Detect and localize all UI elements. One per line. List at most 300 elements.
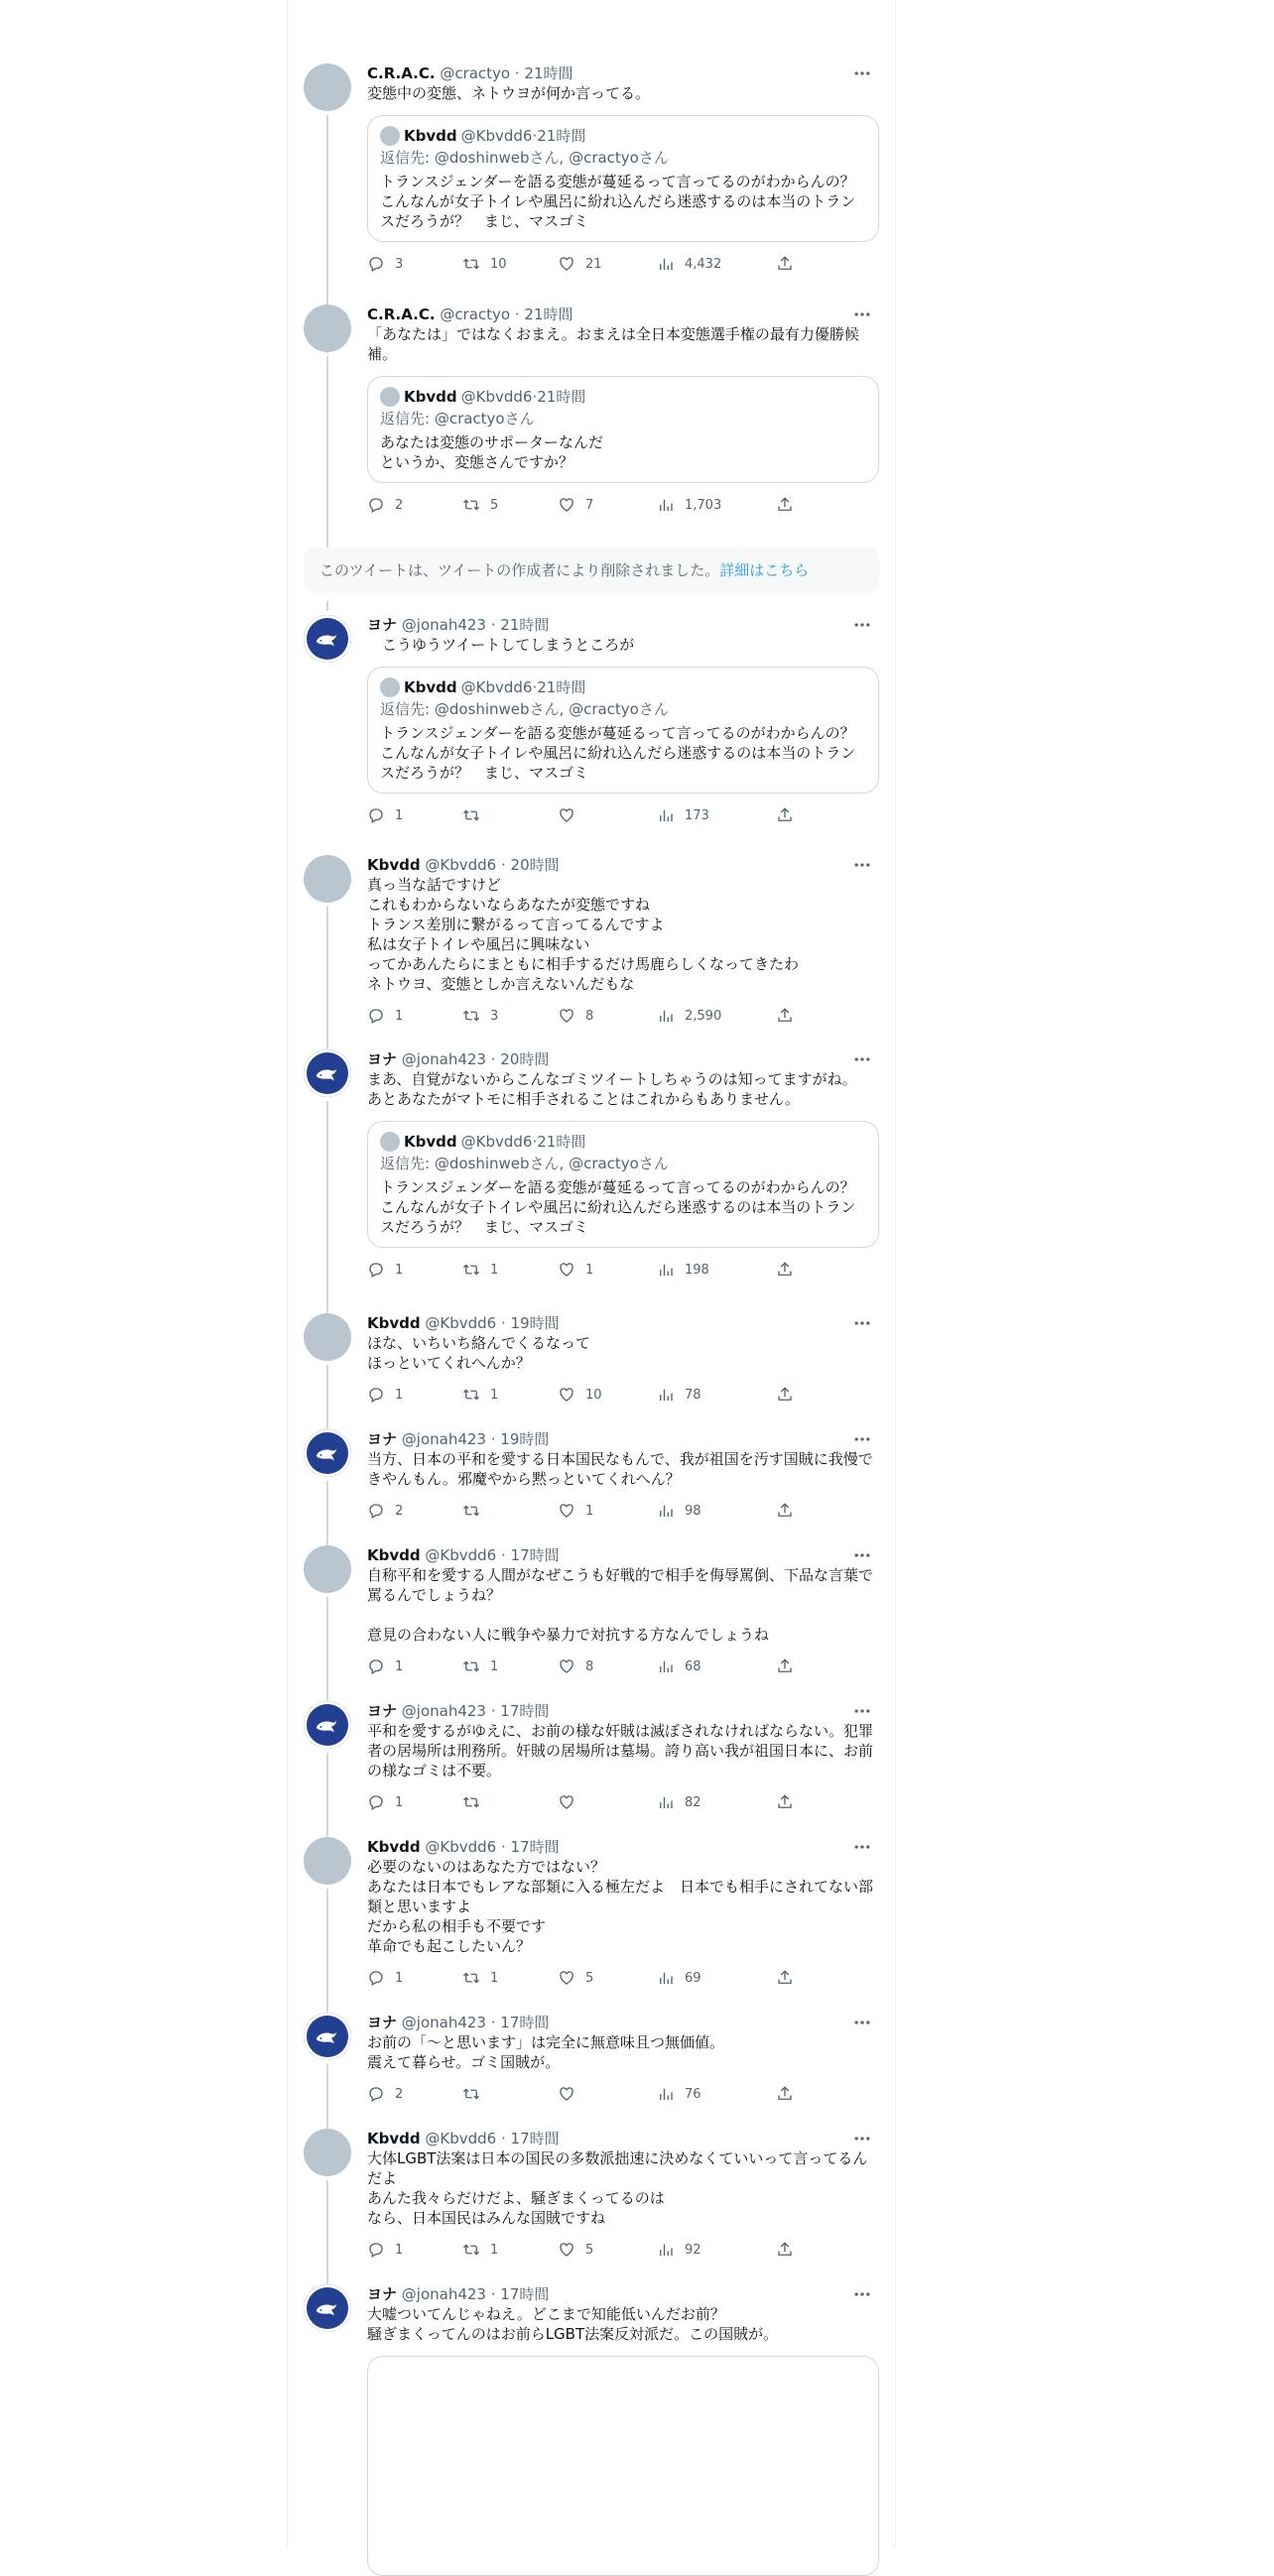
retweet-icon [462, 1969, 480, 1987]
view-count: 82 [685, 1794, 701, 1810]
action-bar [367, 1501, 879, 1521]
retweet-icon [462, 1793, 480, 1811]
views-button[interactable] [657, 806, 776, 824]
more-options-icon[interactable] [851, 305, 879, 324]
reply-count: 3 [395, 256, 404, 272]
reply-icon [367, 1007, 385, 1025]
analytics-icon [657, 2085, 675, 2103]
action-bar [367, 1006, 879, 1026]
share-icon [776, 496, 794, 514]
whale-icon [313, 2022, 342, 2051]
retweet-icon [462, 806, 480, 824]
quote-reply-to: 返信先: @doshinwebさん, @cractyoさん [380, 700, 669, 718]
analytics-icon [657, 1969, 675, 1987]
view-count: 68 [685, 1658, 701, 1674]
share-icon [776, 806, 794, 824]
author-name[interactable]: C.R.A.C. [367, 64, 436, 82]
avatar[interactable] [304, 2284, 351, 2332]
views-button[interactable] [657, 255, 776, 273]
author-name[interactable]: Kbvdd [367, 1314, 421, 1332]
thread-line [326, 2180, 328, 2287]
view-count: 4,432 [685, 256, 722, 272]
avatar[interactable] [304, 855, 351, 903]
retweet-count: 1 [490, 1262, 499, 1278]
author-name[interactable]: ヨナ [367, 1430, 398, 1448]
author-name[interactable]: ヨナ [367, 1702, 398, 1720]
like-count: 7 [585, 497, 594, 513]
reply-button[interactable] [367, 2085, 462, 2103]
avatar[interactable] [304, 2129, 351, 2176]
whale-icon [313, 624, 342, 654]
thread-line [326, 601, 328, 611]
views-button[interactable] [657, 1386, 776, 1404]
avatar[interactable] [304, 1429, 351, 1477]
heart-icon [558, 2241, 575, 2259]
reply-button[interactable] [367, 1502, 462, 1520]
action-bar [367, 805, 879, 825]
tweet-header: ヨナ @jonah423 · 17時間 [367, 1702, 550, 1720]
retweet-count: 1 [490, 1387, 499, 1403]
share-button[interactable] [776, 1657, 804, 1675]
share-button[interactable] [776, 1793, 804, 1811]
quote-author-handle: @Kbvdd6 [460, 1133, 533, 1151]
heart-icon [558, 1657, 575, 1675]
like-button[interactable] [558, 1386, 657, 1404]
heart-icon [558, 1261, 575, 1279]
analytics-icon [657, 806, 675, 824]
reply-button[interactable] [367, 1261, 462, 1279]
reply-count: 1 [395, 2242, 404, 2258]
retweet-icon [462, 2241, 480, 2259]
more-options-icon[interactable] [851, 1545, 879, 1565]
retweet-icon [462, 1657, 480, 1675]
retweet-button[interactable] [462, 255, 558, 273]
retweet-count: 1 [490, 2242, 499, 2258]
like-count: 10 [585, 1387, 602, 1403]
tweet-header: Kbvdd @Kbvdd6 · 17時間 [367, 1546, 560, 1564]
quote-avatar [380, 126, 400, 146]
quoted-tweet[interactable]: Kbvdd @Kbvdd6 · 21時間 返信先: @doshinwebさん, @cractyoさん トランスジェンダーを語る変態が蔓延るって言ってるのがわからんの？ こんなんが女子トイレや風呂に紛れ込んだら迷惑するのは本当のトランスだろうが？ まじ、マスゴミ [367, 1121, 879, 1248]
whale-icon [313, 1058, 342, 1088]
thread-line [326, 1481, 328, 1548]
more-options-icon[interactable] [851, 1429, 879, 1449]
avatar[interactable] [304, 2013, 351, 2060]
share-icon [776, 1969, 794, 1987]
retweet-count: 1 [490, 1970, 499, 1986]
more-options-icon[interactable] [851, 63, 879, 83]
view-count: 198 [685, 1262, 709, 1278]
quote-text: トランスジェンダーを語る変態が蔓延るって言ってるのがわからんの？ こんなんが女子トイレや風呂に紛れ込んだら迷惑するのは本当のトランスだろうが？ まじ、マスゴミ [380, 173, 856, 230]
action-bar [367, 254, 879, 274]
view-count: 173 [685, 807, 709, 823]
retweet-icon [462, 2085, 480, 2103]
quote-avatar [380, 387, 400, 407]
heart-icon [558, 496, 575, 514]
action-bar [367, 2084, 879, 2104]
view-count: 1,703 [685, 497, 722, 513]
views-button[interactable] [657, 496, 776, 514]
share-button[interactable] [776, 1007, 804, 1025]
heart-icon [558, 2085, 575, 2103]
tweet-text: 自称平和を愛する人間がなぜこうも好戦的で相手を侮辱罵倒、下品な言葉で罵るんでしょうね？ 意見の合わない人に戦争や暴力で対抗する方なんでしょうね [367, 1566, 874, 1644]
quote-text: トランスジェンダーを語る変態が蔓延るって言ってるのがわからんの？ こんなんが女子トイレや風呂に紛れ込んだら迷惑するのは本当のトランスだろうが？ まじ、マスゴミ [380, 1178, 856, 1236]
analytics-icon [657, 496, 675, 514]
deleted-tweet-notice [304, 548, 879, 593]
heart-icon [558, 806, 575, 824]
reply-button[interactable] [367, 1793, 462, 1811]
views-button[interactable] [657, 1261, 776, 1279]
thread-line [326, 1597, 328, 1704]
reply-icon [367, 1657, 385, 1675]
action-bar [367, 1968, 879, 1988]
retweet-button[interactable] [462, 496, 558, 514]
share-icon [776, 255, 794, 273]
quote-author-name: Kbvdd [404, 388, 457, 406]
quote-author-handle: @Kbvdd6 [460, 127, 533, 145]
quote-author-name: Kbvdd [404, 1133, 457, 1151]
reply-button[interactable] [367, 806, 462, 824]
analytics-icon [657, 1007, 675, 1025]
reply-button[interactable] [367, 496, 462, 514]
author-handle[interactable]: @cractyo [440, 64, 511, 82]
share-button[interactable] [776, 2085, 804, 2103]
views-button[interactable] [657, 1793, 776, 1811]
author-name[interactable]: ヨナ [367, 616, 398, 634]
share-icon [776, 1007, 794, 1025]
tweet-header: Kbvdd @Kbvdd6 · 19時間 [367, 1314, 560, 1332]
share-icon [776, 2085, 794, 2103]
like-count: 8 [585, 1658, 594, 1674]
share-button[interactable] [776, 1386, 804, 1404]
quote-timestamp: 21時間 [537, 388, 586, 406]
timestamp[interactable]: 19時間 [510, 1314, 560, 1332]
timeline-column [287, 0, 896, 2547]
more-options-icon[interactable] [851, 1049, 879, 1069]
analytics-icon [657, 1793, 675, 1811]
author-handle[interactable]: @Kbvdd6 [425, 1314, 497, 1332]
retweet-button[interactable] [462, 2241, 558, 2259]
quote-reply-to: 返信先: @doshinwebさん, @cractyoさん [380, 149, 669, 167]
retweet-button[interactable] [462, 1793, 558, 1811]
action-bar [367, 1656, 879, 1676]
heart-icon [558, 1793, 575, 1811]
retweet-icon [462, 496, 480, 514]
author-handle[interactable]: @jonah423 [401, 616, 486, 634]
tweet-header: ヨナ @jonah423 · 19時間 [367, 1430, 550, 1448]
retweet-button[interactable] [462, 806, 558, 824]
share-button[interactable] [776, 255, 804, 273]
author-handle[interactable]: @cractyo [440, 306, 511, 323]
reply-icon [367, 1793, 385, 1811]
author-name[interactable]: C.R.A.C. [367, 306, 436, 323]
tweet-header: ヨナ @jonah423 · 20時間 [367, 1050, 550, 1068]
like-button[interactable] [558, 806, 657, 824]
view-count: 69 [685, 1970, 701, 1986]
reply-count: 1 [395, 1794, 404, 1810]
avatar[interactable] [304, 1545, 351, 1593]
timestamp[interactable]: 17時間 [510, 2130, 560, 2147]
learn-more-link[interactable]: 詳細はこちら [719, 561, 810, 579]
analytics-icon [657, 1502, 675, 1520]
author-handle[interactable]: @jonah423 [401, 1050, 486, 1068]
avatar[interactable] [304, 1313, 351, 1361]
author-handle[interactable]: @Kbvdd6 [425, 2130, 497, 2147]
share-button[interactable] [776, 1502, 804, 1520]
reply-button[interactable] [367, 255, 462, 273]
retweet-button[interactable] [462, 2085, 558, 2103]
tweet-header: Kbvdd @Kbvdd6 · 17時間 [367, 1838, 560, 1856]
more-options-icon[interactable] [851, 2013, 879, 2032]
tweet-text: 当方、日本の平和を愛する日本国民なもんで、我が祖国を汚す国賊に我慢できやんもん。邪魔やから黙っといてくれへん？ [367, 1450, 873, 1488]
timestamp[interactable]: 21時間 [524, 64, 573, 82]
author-handle[interactable]: @jonah423 [401, 2014, 486, 2031]
tweet-text: 平和を愛するがゆえに、お前の様な奸賊は滅ぼされなければならない。犯罪者の居場所は刑務所。奸賊の居場所は墓場。誇り高い我が祖国日本に、お前の様なゴミは不要。 [367, 1722, 874, 1779]
timestamp[interactable]: 20時間 [500, 1050, 550, 1068]
share-button[interactable] [776, 496, 804, 514]
tweet-text: 大体LGBT法案は日本の国民の多数派拙速に決めなくていいって言ってるんだよ あんた我々らだけだよ、騒ぎまくってるのは なら、日本国民はみんな国賊ですね [367, 2149, 868, 2227]
retweet-count: 5 [490, 497, 499, 513]
tweet-text: こうゆうツイートしてしまうところが [367, 636, 635, 654]
reply-button[interactable] [367, 1386, 462, 1404]
reply-count: 2 [395, 2086, 404, 2102]
avatar[interactable] [304, 1701, 351, 1749]
retweet-icon [462, 1386, 480, 1404]
share-button[interactable] [776, 1969, 804, 1987]
reply-count: 1 [395, 1387, 404, 1403]
avatar[interactable] [304, 305, 351, 352]
retweet-icon [462, 255, 480, 273]
like-button[interactable] [558, 496, 657, 514]
timestamp[interactable]: 21時間 [500, 616, 550, 634]
quote-author-handle: @Kbvdd6 [460, 678, 533, 696]
action-bar [367, 1260, 879, 1280]
retweet-button[interactable] [462, 1007, 558, 1025]
media-attachment[interactable] [367, 2356, 879, 2576]
timestamp[interactable]: 17時間 [500, 1702, 550, 1720]
retweet-count: 3 [490, 1008, 499, 1024]
reply-count: 1 [395, 1262, 404, 1278]
reply-count: 1 [395, 1970, 404, 1986]
thread-line [326, 1889, 328, 2016]
tweet-header: Kbvdd @Kbvdd6 · 17時間 [367, 2130, 560, 2147]
like-count: 5 [585, 2242, 594, 2258]
author-handle[interactable]: @jonah423 [401, 2285, 486, 2303]
retweet-button[interactable] [462, 1657, 558, 1675]
quote-timestamp: 21時間 [537, 678, 586, 696]
more-options-icon[interactable] [851, 2129, 879, 2148]
tweet-text: まあ、自覚がないからこんなゴミツイートしちゃうのは知ってますがね。 あとあなたがマトモに相手されることはこれからもありません。 [367, 1070, 857, 1108]
reply-button[interactable] [367, 1657, 462, 1675]
tweet-text: 大嘘ついてんじゃねえ。どこまで知能低いんだお前？ 騒ぎまくってんのはお前らLGBT法案反対派だ。この国賊が。 [367, 2305, 779, 2343]
retweet-button[interactable] [462, 1386, 558, 1404]
whale-icon [313, 1438, 342, 1468]
author-handle[interactable]: @Kbvdd6 [425, 856, 497, 874]
author-handle[interactable]: @Kbvdd6 [425, 1546, 497, 1564]
quote-timestamp: 21時間 [537, 1133, 586, 1151]
action-bar [367, 1385, 879, 1405]
share-icon [776, 1261, 794, 1279]
views-button[interactable] [657, 2085, 776, 2103]
tweet-text: 「あなたは」ではなくおまえ。おまえは全日本変態選手権の最有力優勝候補。 [367, 325, 859, 363]
like-button[interactable] [558, 1261, 657, 1279]
heart-icon [558, 1502, 575, 1520]
author-handle[interactable]: @jonah423 [401, 1430, 486, 1448]
avatar[interactable] [304, 1049, 351, 1097]
like-button[interactable] [558, 2241, 657, 2259]
heart-icon [558, 1007, 575, 1025]
timestamp[interactable]: 17時間 [510, 1546, 560, 1564]
like-button[interactable] [558, 255, 657, 273]
analytics-icon [657, 1261, 675, 1279]
reply-button[interactable] [367, 1007, 462, 1025]
more-options-icon[interactable] [851, 2284, 879, 2304]
share-icon [776, 1657, 794, 1675]
like-button[interactable] [558, 1502, 657, 1520]
retweet-button[interactable] [462, 1969, 558, 1987]
more-options-icon[interactable] [851, 1837, 879, 1857]
share-icon [776, 1793, 794, 1811]
heart-icon [558, 255, 575, 273]
reply-icon [367, 2085, 385, 2103]
views-button[interactable] [657, 1657, 776, 1675]
author-name[interactable]: ヨナ [367, 1050, 398, 1068]
timestamp[interactable]: 20時間 [510, 856, 560, 874]
quoted-tweet[interactable]: Kbvdd @Kbvdd6 · 21時間 返信先: @doshinwebさん, @cractyoさん トランスジェンダーを語る変態が蔓延るって言ってるのがわからんの？ こんなんが女子トイレや風呂に紛れ込んだら迷惑するのは本当のトランスだろうが？ まじ、マスゴミ [367, 115, 879, 242]
reply-icon [367, 1502, 385, 1520]
thread-line [326, 356, 328, 551]
author-handle[interactable]: @Kbvdd6 [425, 1838, 497, 1856]
timestamp[interactable]: 17時間 [510, 1838, 560, 1856]
like-button[interactable] [558, 1007, 657, 1025]
retweet-icon [462, 1007, 480, 1025]
like-count: 1 [585, 1503, 594, 1519]
views-button[interactable] [657, 2241, 776, 2259]
quote-text: トランスジェンダーを語る変態が蔓延るって言ってるのがわからんの？ こんなんが女子トイレや風呂に紛れ込んだら迷惑するのは本当のトランスだろうが？ まじ、マスゴミ [380, 724, 856, 782]
quoted-tweet[interactable]: Kbvdd @Kbvdd6 · 21時間 返信先: @doshinwebさん, @cractyoさん トランスジェンダーを語る変態が蔓延るって言ってるのがわからんの？ こんなんが女子トイレや風呂に紛れ込んだら迷惑するのは本当のトランスだろうが？ まじ、マスゴミ [367, 667, 879, 794]
author-name[interactable]: Kbvdd [367, 2130, 421, 2147]
retweet-icon [462, 1261, 480, 1279]
reply-icon [367, 806, 385, 824]
whale-icon [313, 2293, 342, 2323]
thread-line [326, 2064, 328, 2132]
tweet-text: 必要のないのはあなた方ではない？ あなたは日本でもレアな部類に入る極左だよ 日本でも相手にされてない部類と思いますよ だから私の相手も不要です 革命でも起こしたいん？ [367, 1858, 874, 1955]
quoted-tweet[interactable]: Kbvdd @Kbvdd6 · 21時間 返信先: @cractyoさん あなたは変態のサポーターなんだ というか、変態さんですか？ [367, 376, 879, 483]
avatar[interactable] [304, 615, 351, 663]
quote-author-name: Kbvdd [404, 127, 457, 145]
share-button[interactable] [776, 1261, 804, 1279]
heart-icon [558, 1969, 575, 1987]
analytics-icon [657, 1657, 675, 1675]
timestamp[interactable]: 17時間 [500, 2285, 550, 2303]
reply-button[interactable] [367, 2241, 462, 2259]
view-count: 92 [685, 2242, 701, 2258]
share-icon [776, 1386, 794, 1404]
timestamp[interactable]: 21時間 [524, 306, 573, 323]
view-count: 76 [685, 2086, 701, 2102]
more-options-icon[interactable] [851, 1313, 879, 1333]
share-icon [776, 2241, 794, 2259]
action-bar [367, 495, 879, 515]
timestamp[interactable]: 17時間 [500, 2014, 550, 2031]
quote-author-name: Kbvdd [404, 678, 457, 696]
reply-count: 2 [395, 1503, 404, 1519]
views-button[interactable] [657, 1007, 776, 1025]
reply-count: 2 [395, 497, 404, 513]
reply-count: 1 [395, 1658, 404, 1674]
more-options-icon[interactable] [851, 855, 879, 875]
tweet-text: 変態中の変態、ネトウヨが何か言ってる。 [367, 84, 651, 102]
share-button[interactable] [776, 806, 804, 824]
author-name[interactable]: Kbvdd [367, 1838, 421, 1856]
author-name[interactable]: Kbvdd [367, 856, 421, 874]
reply-icon [367, 1261, 385, 1279]
avatar[interactable] [304, 1837, 351, 1885]
tweet-text: ほな、いちいち絡んでくるなって ほっといてくれへんか？ [367, 1334, 591, 1372]
retweet-icon [462, 1502, 480, 1520]
like-button[interactable] [558, 1657, 657, 1675]
like-button[interactable] [558, 1969, 657, 1987]
thread-line [326, 1753, 328, 1840]
tweet-header: C.R.A.C. @cractyo · 21時間 [367, 64, 573, 82]
tweet-text: お前の「～と思います」は完全に無意味且つ無価値。 震えて暮らせ。ゴミ国賊が。 [367, 2033, 725, 2071]
author-handle[interactable]: @jonah423 [401, 1702, 486, 1720]
retweet-button[interactable] [462, 1261, 558, 1279]
view-count: 78 [685, 1387, 701, 1403]
like-count: 8 [585, 1008, 594, 1024]
action-bar [367, 2240, 879, 2260]
reply-icon [367, 1969, 385, 1987]
quote-avatar [380, 677, 400, 697]
tweet-header: ヨナ @jonah423 · 21時間 [367, 616, 550, 634]
reply-icon [367, 496, 385, 514]
reply-icon [367, 255, 385, 273]
tweet-header: ヨナ @jonah423 · 17時間 [367, 2014, 550, 2031]
like-count: 5 [585, 1970, 594, 1986]
author-name[interactable]: ヨナ [367, 2285, 398, 2303]
reply-count: 1 [395, 807, 404, 823]
tweet-header: C.R.A.C. @cractyo · 21時間 [367, 306, 573, 323]
views-button[interactable] [657, 1969, 776, 1987]
author-name[interactable]: Kbvdd [367, 1546, 421, 1564]
tweet-header: Kbvdd @Kbvdd6 · 20時間 [367, 856, 560, 874]
retweet-button[interactable] [462, 1502, 558, 1520]
like-count: 21 [585, 256, 602, 272]
deleted-notice-text: このツイートは、ツイートの作成者により削除されました。 [319, 561, 720, 579]
like-button[interactable] [558, 2085, 657, 2103]
quote-reply-to: 返信先: @doshinwebさん, @cractyoさん [380, 1155, 669, 1172]
reply-count: 1 [395, 1008, 404, 1024]
reply-icon [367, 2241, 385, 2259]
analytics-icon [657, 1386, 675, 1404]
retweet-count: 1 [490, 1658, 499, 1674]
more-options-icon[interactable] [851, 1701, 879, 1721]
thread-line [326, 1365, 328, 1432]
view-count: 98 [685, 1503, 701, 1519]
avatar[interactable] [304, 63, 351, 111]
author-name[interactable]: ヨナ [367, 2014, 398, 2031]
action-bar [367, 1792, 879, 1812]
reply-button[interactable] [367, 1969, 462, 1987]
share-button[interactable] [776, 2241, 804, 2259]
more-options-icon[interactable] [851, 615, 879, 635]
views-button[interactable] [657, 1502, 776, 1520]
like-count: 1 [585, 1262, 594, 1278]
like-button[interactable] [558, 1793, 657, 1811]
quote-reply-to: 返信先: @cractyoさん [380, 410, 535, 428]
quote-timestamp: 21時間 [537, 127, 586, 145]
reply-icon [367, 1386, 385, 1404]
timestamp[interactable]: 19時間 [500, 1430, 550, 1448]
